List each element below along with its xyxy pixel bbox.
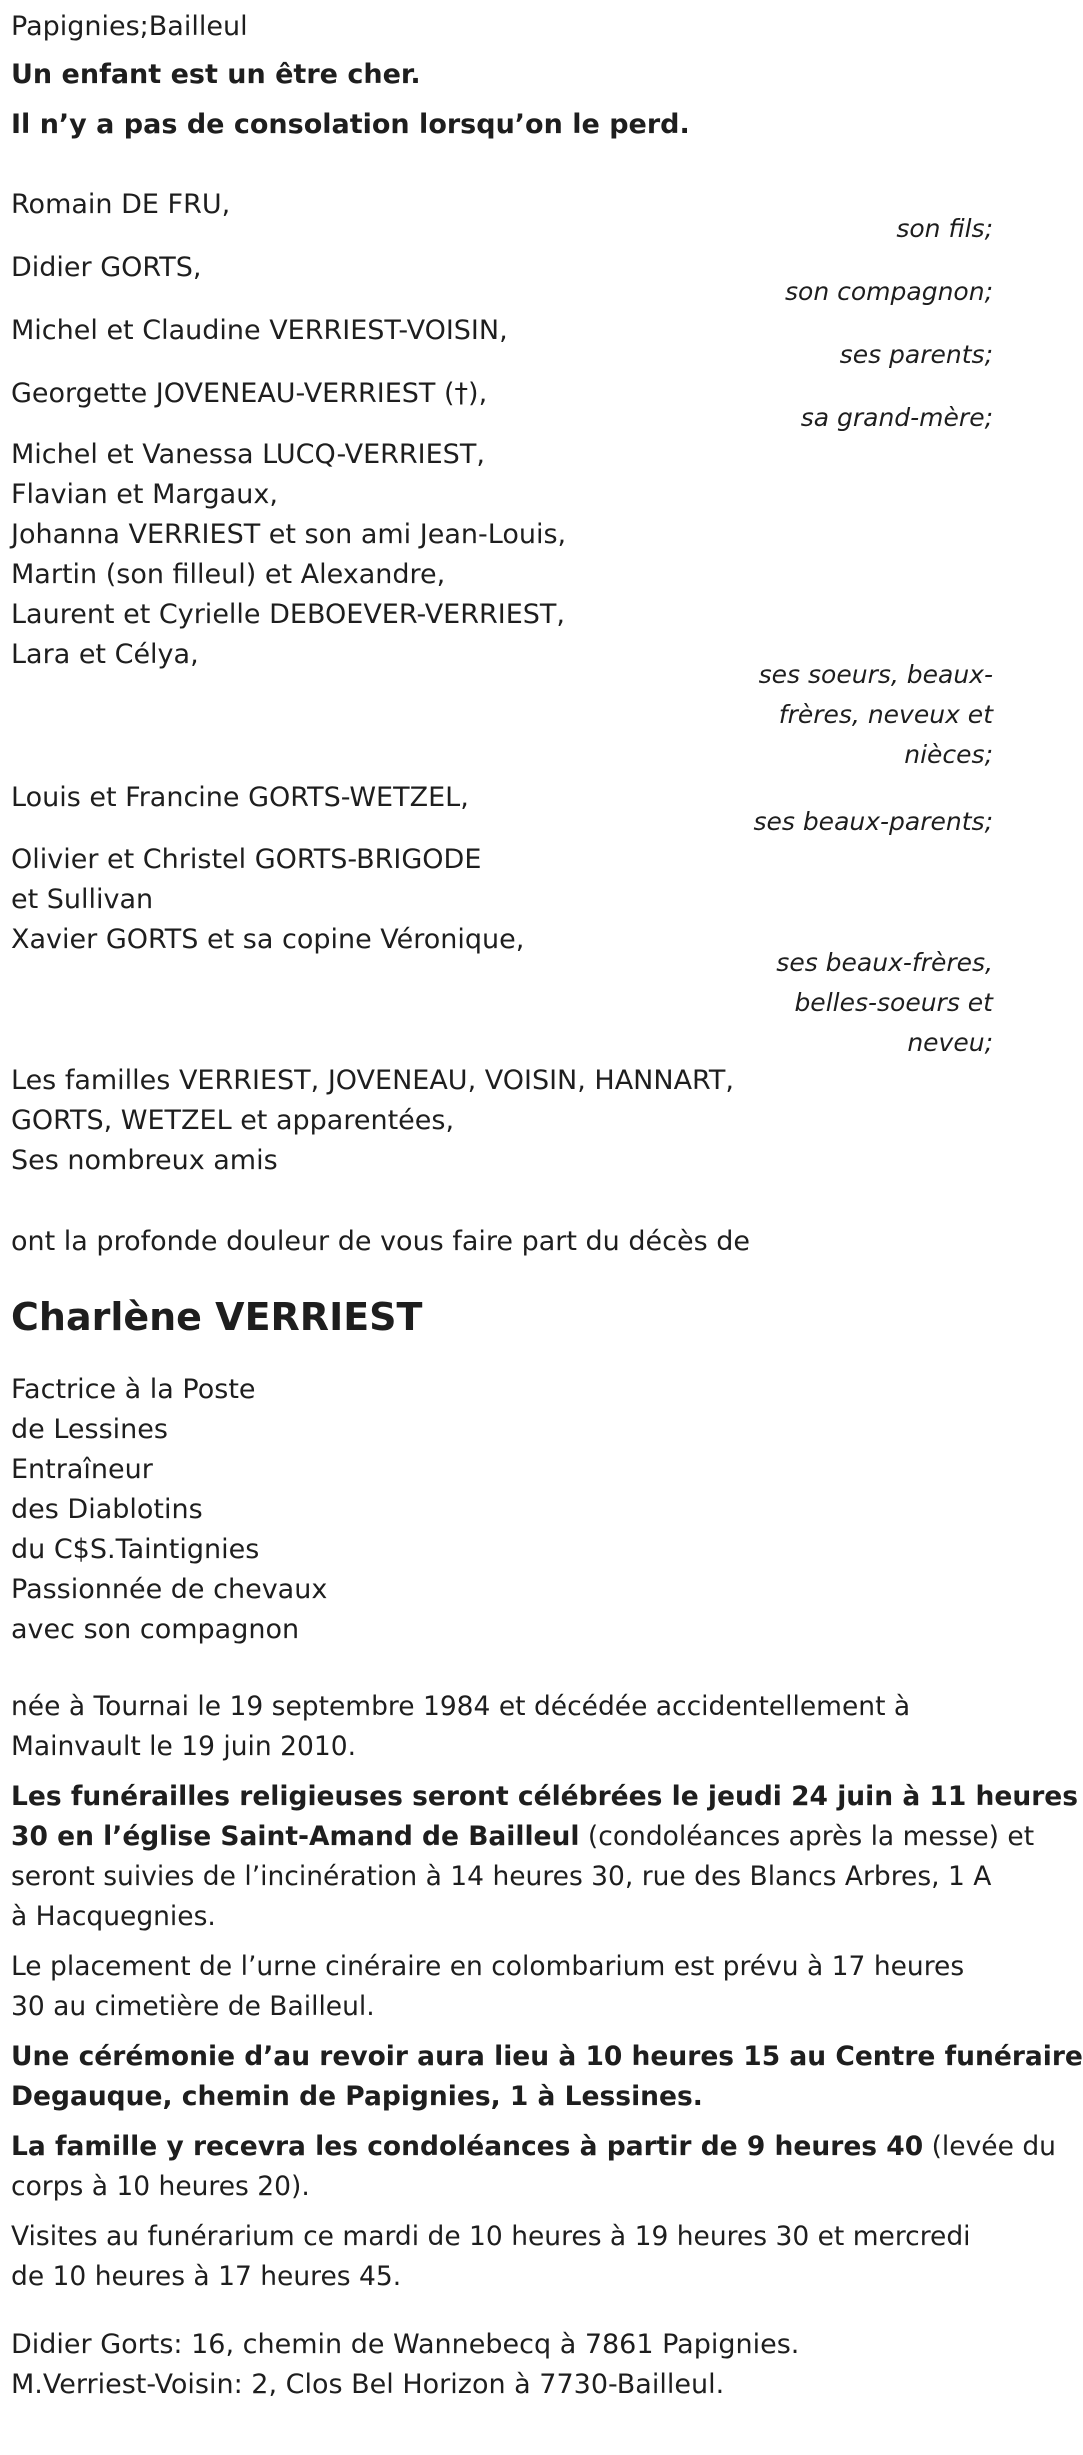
- family-role-line: belles-soeurs et: [794, 988, 993, 1017]
- paragraph-line: Visites au funérarium ce mardi de 10 heures à 19 heures 30 et mercredi: [11, 2221, 971, 2252]
- description-line: Factrice à la Poste: [11, 1374, 256, 1405]
- motto-line-1: Un enfant est un être cher.: [11, 59, 421, 90]
- address-line: M.Verriest-Voisin: 2, Clos Bel Horizon à 7730-Bailleul.: [11, 2369, 725, 2400]
- family-role-line: ses parents;: [839, 340, 993, 369]
- family-name-line: Romain DE FRU,: [11, 189, 231, 220]
- paragraph-line: Mainvault le 19 juin 2010.: [11, 1731, 356, 1762]
- family-role-line: sa grand-mère;: [800, 403, 993, 432]
- paragraph-line: seront suivies de l’incinération à 14 heures 30, rue des Blancs Arbres, 1 A: [11, 1861, 992, 1892]
- condolences-extra: (levée du: [923, 2131, 1056, 2162]
- paragraph-line: [11, 1817, 1035, 1857]
- announcement-intro: ont la profonde douleur de vous faire part du décès de: [11, 1226, 750, 1257]
- family-names: [11, 435, 566, 675]
- other-mourners: [11, 1061, 734, 1181]
- visits-paragraph: [11, 2217, 993, 2297]
- paragraph-line: Les funérailles religieuses seront célébrées le jeudi 24 juin à 11 heures: [11, 1781, 1079, 1812]
- family-role: [785, 272, 993, 312]
- description-line: Passionnée de chevaux: [11, 1574, 328, 1605]
- family-role: [776, 943, 993, 1063]
- paragraph-line: de 10 heures à 17 heures 45.: [11, 2261, 402, 2292]
- deceased-name: Charlène VERRIEST: [11, 1295, 423, 1339]
- other-mourners-line: Ses nombreux amis: [11, 1145, 278, 1176]
- funeral-details: [11, 1687, 1083, 2307]
- family-addresses: [11, 2325, 799, 2405]
- family-name-line: Flavian et Margaux,: [11, 479, 278, 510]
- other-mourners-line: Les familles VERRIEST, JOVENEAU, VOISIN, HANNART,: [11, 1065, 734, 1096]
- family-names: [11, 840, 524, 960]
- family-names: [11, 248, 201, 288]
- condolences-paragraph: [11, 2127, 1056, 2207]
- motto-line-2: Il n’y a pas de consolation lorsqu’on le perd.: [11, 109, 690, 140]
- family-name-line: Olivier et Christel GORTS-BRIGODE: [11, 844, 482, 875]
- deceased-description: [11, 1370, 327, 1650]
- paragraph-line: à Hacquegnies.: [11, 1901, 216, 1932]
- family-role-line: ses beaux-frères,: [776, 948, 993, 977]
- family-names: [11, 374, 487, 414]
- family-group-siblings: [11, 435, 993, 775]
- description-line: du C$S.Taintignies: [11, 1534, 260, 1565]
- family-role-line: son fils;: [896, 214, 993, 243]
- family-role-line: nièces;: [904, 740, 993, 769]
- family-name-line: Johanna VERRIEST et son ami Jean-Louis,: [11, 519, 567, 550]
- family-name-line: et Sullivan: [11, 884, 154, 915]
- description-line: de Lessines: [11, 1414, 168, 1445]
- family-role-line: neveu;: [907, 1028, 993, 1057]
- family-name-line: Louis et Francine GORTS-WETZEL,: [11, 782, 469, 813]
- family-name-line: Laurent et Cyrielle DEBOEVER-VERRIEST,: [11, 599, 565, 630]
- family-role-line: ses soeurs, beaux-: [758, 660, 993, 689]
- condolences-time: La famille y recevra les condoléances à partir de 9 heures 40: [11, 2131, 924, 2162]
- family-name-line: Xavier GORTS et sa copine Véronique,: [11, 924, 525, 955]
- family-role: [753, 802, 993, 842]
- family-role-line: son compagnon;: [785, 277, 993, 306]
- family-role: [896, 209, 993, 249]
- family-name-line: Lara et Célya,: [11, 639, 199, 670]
- paragraph-line: corps à 10 heures 20).: [11, 2171, 310, 2202]
- family-names: [11, 311, 508, 351]
- funeral-paragraph: [11, 1777, 1079, 1937]
- family-group-brothers-in-law: [11, 840, 993, 1060]
- family-name-line: Didier GORTS,: [11, 252, 202, 283]
- family-names: [11, 185, 230, 225]
- family-role: [840, 335, 993, 375]
- family-name-line: Georgette JOVENEAU-VERRIEST (†),: [11, 378, 488, 409]
- birth-death-paragraph: [11, 1687, 993, 1767]
- ceremony-paragraph: [11, 2037, 1083, 2117]
- family-role-line: frères, neveux et: [778, 700, 993, 729]
- paragraph-line: 30 au cimetière de Bailleul.: [11, 1991, 375, 2022]
- family-name-line: Martin (son filleul) et Alexandre,: [11, 559, 446, 590]
- description-line: des Diablotins: [11, 1494, 203, 1525]
- family-role: [759, 655, 993, 775]
- other-mourners-line: GORTS, WETZEL et apparentées,: [11, 1105, 455, 1136]
- condolence-note: (condoléances après la messe) et: [579, 1821, 1035, 1852]
- family-name-line: Michel et Claudine VERRIEST-VOISIN,: [11, 315, 508, 346]
- paragraph-line: née à Tournai le 19 septembre 1984 et décédée accidentellement à: [11, 1691, 911, 1722]
- paragraph-line: Degauque, chemin de Papignies, 1 à Lessines.: [11, 2081, 703, 2112]
- location-line: Papignies;Bailleul: [11, 11, 248, 42]
- family-name-line: Michel et Vanessa LUCQ-VERRIEST,: [11, 439, 485, 470]
- description-line: avec son compagnon: [11, 1614, 300, 1645]
- address-line: Didier Gorts: 16, chemin de Wannebecq à 7861 Papignies.: [11, 2329, 800, 2360]
- description-line: Entraîneur: [11, 1454, 153, 1485]
- paragraph-line: [11, 2127, 1056, 2167]
- family-role-line: ses beaux-parents;: [753, 807, 993, 836]
- family-names: [11, 778, 469, 818]
- paragraph-line: Une cérémonie d’au revoir aura lieu à 10 heures 15 au Centre funéraire: [11, 2041, 1083, 2072]
- urn-paragraph: [11, 1947, 993, 2027]
- church-location: 30 en l’église Saint-Amand de Bailleul: [11, 1821, 580, 1852]
- paragraph-line: Le placement de l’urne cinéraire en colombarium est prévu à 17 heures: [11, 1951, 965, 1982]
- family-role: [801, 398, 993, 438]
